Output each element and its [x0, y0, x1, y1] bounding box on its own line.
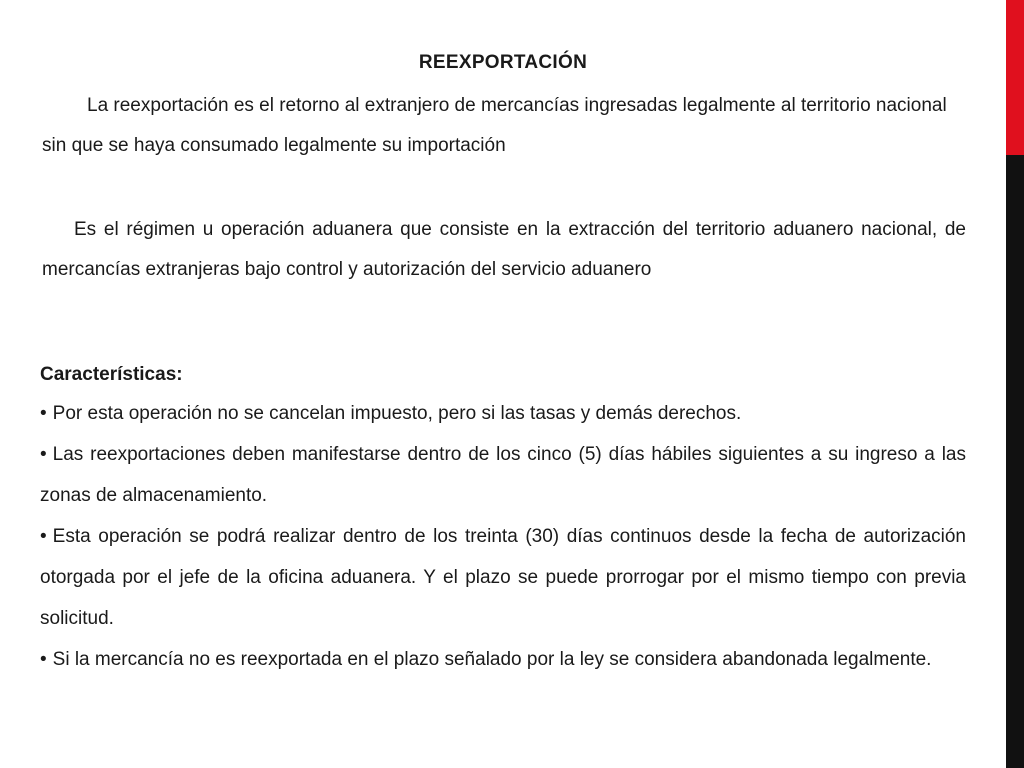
list-item	[40, 516, 966, 639]
list-item	[40, 393, 966, 434]
decorative-side-bar	[1006, 0, 1024, 768]
list-item-text: Las reexportaciones deben manifestarse dentro de los cinco (5) días hábiles siguientes a su ingreso a las zonas de almacenamiento.	[40, 444, 966, 506]
side-bar-black-segment	[1006, 155, 1024, 768]
characteristics-list	[40, 393, 966, 680]
list-item-text: Esta operación se podrá realizar dentro de los treinta (30) días continuos desde la fecha de autorización otorgada por el jefe de la oficina aduanera. Y el plazo se puede prorrogar por el mismo tiempo con previa solicitud.	[40, 526, 966, 629]
regime-paragraph: Es el régimen u operación aduanera que consiste en la extracción del territorio aduanero nacional, de mercancías extranjeras bajo control y autorización del servicio aduanero	[42, 219, 966, 280]
definition-paragraph: La reexportación es el retorno al extranjero de mercancías ingresadas legalmente al territorio nacional sin que se haya consumado legalmente su importación	[42, 95, 947, 156]
bullet-icon: •	[40, 649, 47, 670]
list-item-text: Si la mercancía no es reexportada en el plazo señalado por la ley se considera abandonada legalmente.	[52, 649, 932, 670]
bullet-icon: •	[40, 403, 47, 424]
list-item	[40, 639, 966, 680]
slide-title: REEXPORTACIÓN	[418, 52, 588, 73]
list-item	[40, 434, 966, 516]
characteristics-heading: Características:	[40, 364, 183, 385]
list-item-text: Por esta operación no se cancelan impuesto, pero si las tasas y demás derechos.	[52, 403, 742, 424]
bullet-icon: •	[40, 526, 47, 547]
bullet-icon: •	[40, 444, 47, 465]
side-bar-red-segment	[1006, 0, 1024, 155]
